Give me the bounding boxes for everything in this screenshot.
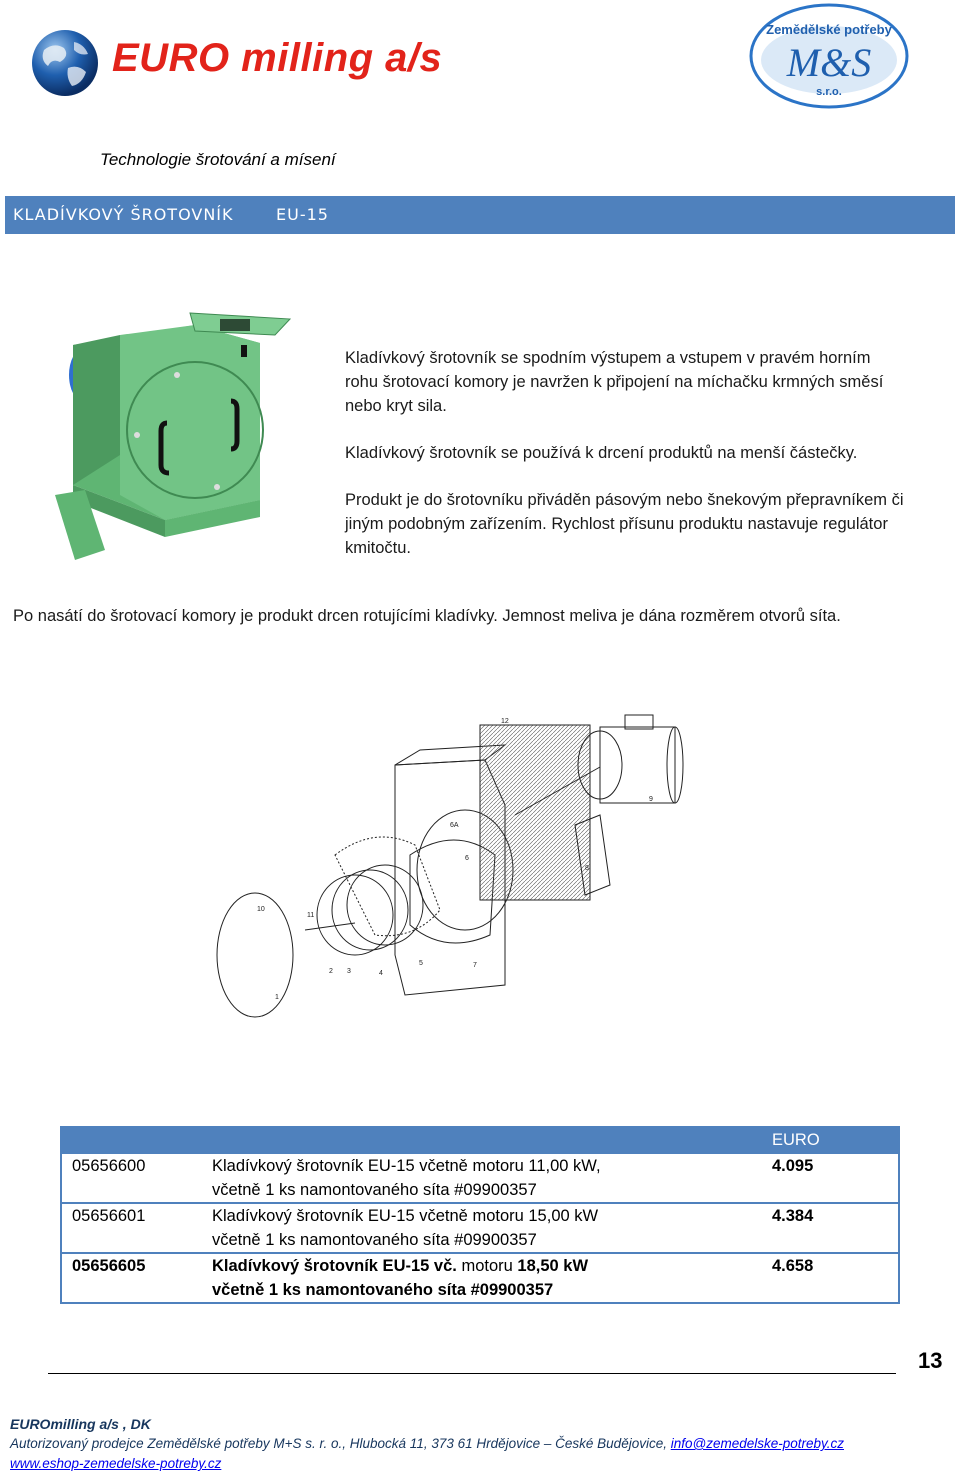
page-number: 13 xyxy=(918,1348,943,1373)
footer-website-link[interactable]: www.eshop-zemedelske-potreby.cz xyxy=(10,1456,222,1471)
product-description-line: včetně 1 ks namontovaného síta #09900357 xyxy=(212,1231,537,1249)
table-row xyxy=(61,1203,899,1253)
diagram-label: 6 xyxy=(465,855,469,862)
description-line: Produkt je do šrotovníku přiváděn pásovým nebo šnekovým přepravníkem či xyxy=(345,491,904,509)
product-description-line xyxy=(212,1254,752,1278)
price-table-header xyxy=(61,1127,899,1154)
description-line: Kladívkový šrotovník se spodním výstupem a vstupem v pravém horním xyxy=(345,349,871,367)
product-description xyxy=(202,1154,762,1203)
globe-logo-icon xyxy=(30,28,100,98)
description-paragraph-2: Kladívkový šrotovník se používá k drcení produktů na menší částečky. xyxy=(345,444,858,462)
description-line: kmitočtu. xyxy=(345,539,412,557)
brand-name: EURO milling a/s xyxy=(112,36,443,80)
product-description-part: 18,50 kW xyxy=(517,1257,589,1275)
product-title: KLADÍVKOVÝ ŠROTOVNÍK xyxy=(13,205,234,224)
footer-email-link[interactable]: info@zemedelske-potreby.cz xyxy=(670,1436,844,1451)
diagram-label: 2 xyxy=(329,968,333,975)
footer-address xyxy=(10,1436,844,1451)
description-line: rohu šrotovací komory je navržen k připojení na míchačku krmných směsí xyxy=(345,373,884,391)
footer-address-text: Autorizovaný prodejce Zemědělské potřeby M+S s. r. o., Hlubocká 11, 373 61 Hrdějovice – České Budějovice, xyxy=(10,1436,671,1451)
product-price: 4.658 xyxy=(772,1257,814,1275)
footer-divider xyxy=(48,1373,896,1374)
product-code: 05656601 xyxy=(61,1203,202,1253)
diagram-label: 9 xyxy=(649,796,653,803)
exploded-view-diagram xyxy=(205,705,685,1025)
product-price: 4.384 xyxy=(762,1203,899,1253)
currency-header: EURO xyxy=(762,1127,899,1154)
product-title-bar xyxy=(5,196,955,234)
product-description xyxy=(202,1203,762,1253)
description-line: jiným podobným zařízením. Rychlost přísunu produktu nastavuje regulátor xyxy=(345,515,888,533)
partner-logo-main-text: M&S xyxy=(786,40,872,85)
table-row xyxy=(61,1154,899,1203)
diagram-label: 11 xyxy=(307,912,315,919)
table-row xyxy=(61,1253,899,1303)
product-description-part: motoru xyxy=(456,1257,518,1275)
product-description-part: vč. xyxy=(433,1257,457,1275)
partner-logo-sub-text: s.r.o. xyxy=(816,86,842,98)
diagram-label: 6A xyxy=(450,822,459,829)
product-description-line: včetně 1 ks namontovaného síta #09900357 xyxy=(212,1281,554,1299)
description-paragraph-3 xyxy=(345,488,950,560)
product-description-part: Kladívkový šrotovník EU-15 xyxy=(212,1257,434,1275)
product-price: 4.095 xyxy=(762,1154,899,1203)
diagram-label: 12 xyxy=(501,718,509,725)
description-line: nebo kryt sila. xyxy=(345,397,447,415)
diagram-label: 5 xyxy=(419,960,423,967)
diagram-label: 7 xyxy=(473,962,477,969)
diagram-label: 8 xyxy=(585,865,589,872)
partner-logo xyxy=(748,2,910,110)
description-paragraph-1 xyxy=(345,346,950,418)
diagram-label: 10 xyxy=(257,906,265,913)
product-description-line: Kladívkový šrotovník EU-15 včetně motoru 11,00 kW, xyxy=(212,1157,601,1175)
product-code: 05656605 xyxy=(72,1257,146,1275)
product-model: EU-15 xyxy=(276,205,329,224)
diagram-label: 1 xyxy=(275,994,279,1001)
diagram-label: 4 xyxy=(379,970,383,977)
description-paragraph-4: Po nasátí do šrotovací komory je produkt drcen rotujícími kladívky. Jemnost meliva je dána rozměrem otvorů síta. xyxy=(13,607,841,625)
product-description-line: Kladívkový šrotovník EU-15 včetně motoru 15,00 kW xyxy=(212,1207,599,1225)
price-table xyxy=(60,1126,900,1304)
partner-logo-top-text: Zemědělské potřeby xyxy=(766,22,892,37)
section-title: Technologie šrotování a mísení xyxy=(100,150,336,169)
product-code: 05656600 xyxy=(61,1154,202,1203)
footer-company: EUROmilling a/s , DK xyxy=(10,1416,151,1432)
hammer-mill-photo xyxy=(45,305,300,565)
product-description-line: včetně 1 ks namontovaného síta #09900357 xyxy=(212,1181,537,1199)
diagram-label: 3 xyxy=(347,968,351,975)
product-description xyxy=(202,1253,762,1303)
cover-disc xyxy=(217,893,293,1017)
